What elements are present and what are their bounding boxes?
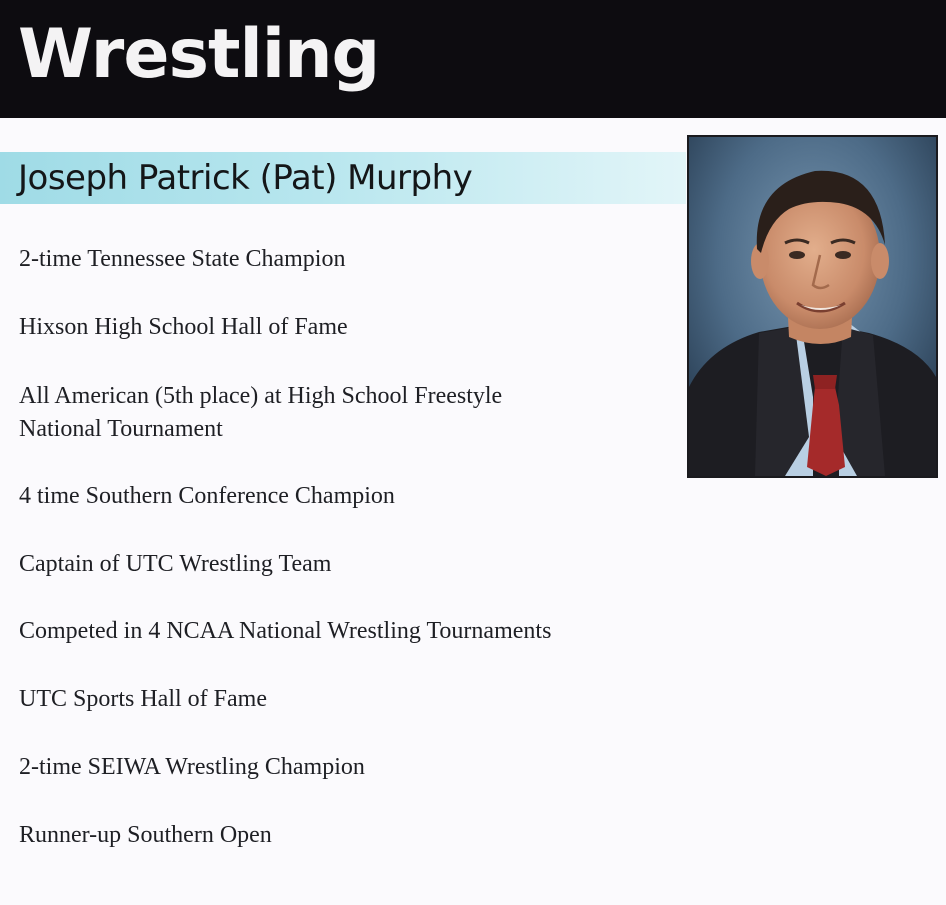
achievement-item: 2-time Tennessee State Champion bbox=[19, 246, 346, 272]
achievement-item: UTC Sports Hall of Fame bbox=[19, 686, 267, 712]
portrait-icon bbox=[689, 137, 936, 476]
achievement-item: Runner-up Southern Open bbox=[19, 822, 272, 848]
achievement-item: 4 time Southern Conference Champion bbox=[19, 483, 395, 509]
achievement-item: Hixson High School Hall of Fame bbox=[19, 314, 348, 340]
achievement-item-continued: National Tournament bbox=[19, 416, 223, 442]
name-band bbox=[0, 152, 686, 204]
header-banner bbox=[0, 0, 946, 118]
portrait-photo bbox=[687, 135, 938, 478]
person-name: Joseph Patrick (Pat) Murphy bbox=[18, 158, 473, 198]
page-title: Wrestling bbox=[18, 15, 380, 94]
achievement-item: Captain of UTC Wrestling Team bbox=[19, 551, 332, 577]
achievement-item: All American (5th place) at High School Freestyle bbox=[19, 383, 503, 409]
achievement-item: 2-time SEIWA Wrestling Champion bbox=[19, 754, 365, 780]
achievement-item: Competed in 4 NCAA National Wrestling Tournaments bbox=[19, 618, 552, 644]
